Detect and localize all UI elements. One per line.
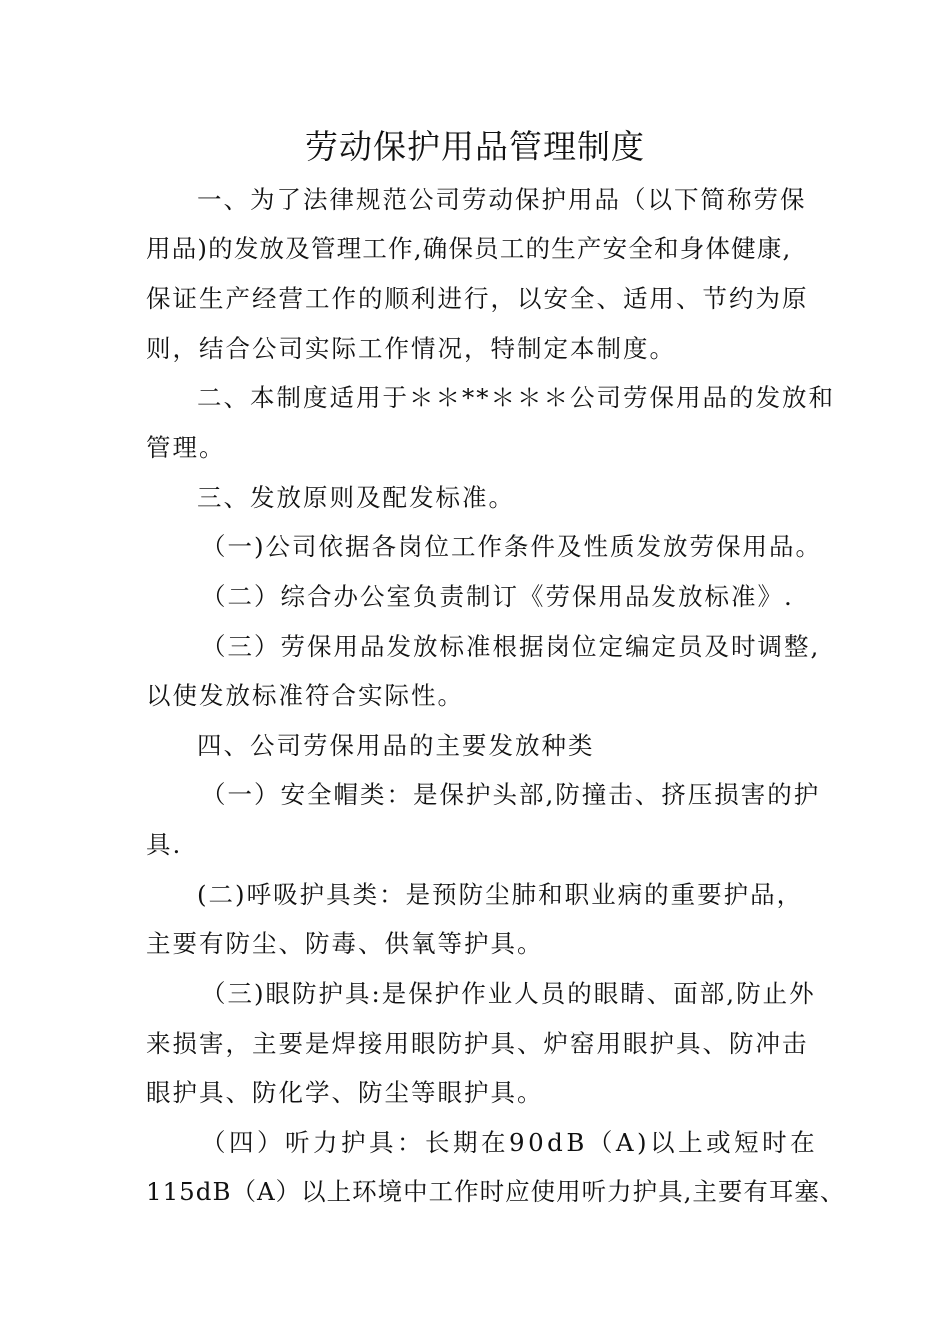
paragraph-1-line-4: 则，结合公司实际工作情况，特制定本制度。 [146,334,676,363]
paragraph-1-line-1: 一、为了法律规范公司劳动保护用品（以下简称劳保 [197,185,807,214]
paragraph-2-line-2: 管理。 [146,433,226,462]
paragraph-3-item-3-line-2: 以使发放标准符合实际性。 [146,681,464,710]
paragraph-4-item-2-line-1: (二)呼吸护具类：是预防尘肺和职业病的重要护品， [197,880,804,909]
paragraph-4-item-3-line-3: 眼护具、防化学、防尘等眼护具。 [146,1078,544,1107]
paragraph-3-heading: 三、发放原则及配发标准。 [197,483,515,512]
paragraph-3-item-1: （一)公司依据各岗位工作条件及性质发放劳保用品。 [201,532,823,561]
paragraph-4-item-3-line-2: 来损害，主要是焊接用眼防护具、炉窑用眼护具、防冲击 [146,1029,809,1058]
paragraph-4-heading: 四、公司劳保用品的主要发放种类 [197,731,595,760]
paragraph-1-line-2: 用品)的发放及管理工作,确保员工的生产安全和身体健康, [146,234,792,263]
paragraph-4-item-4-line-1: （四）听力护具：长期在90dB（A)以上或短时在 [201,1128,819,1157]
paragraph-3-item-3-line-1: （三）劳保用品发放标准根据岗位定编定员及时调整, [201,632,821,661]
document-title: 劳动保护用品管理制度 [305,127,645,166]
paragraph-4-item-1-line-1: （一）安全帽类：是保护头部,防撞击、挤压损害的护 [201,780,821,809]
paragraph-1-line-3: 保证生产经营工作的顺利进行，以安全、适用、节约为原 [146,284,809,313]
paragraph-4-item-4-line-2: 115dB（A）以上环境中工作时应使用听力护具,主要有耳塞、 [146,1177,846,1206]
paragraph-3-item-2: （二）综合办公室负责制订《劳保用品发放标准》. [201,582,794,611]
paragraph-4-item-2-line-2: 主要有防尘、防毒、供氧等护具。 [146,929,544,958]
paragraph-4-item-3-line-1: （三)眼防护具:是保护作业人员的眼睛、面部,防止外 [201,979,816,1008]
paragraph-4-item-1-line-2: 具. [146,830,183,859]
paragraph-2-line-1: 二、本制度适用于＊＊**＊＊＊公司劳保用品的发放和 [197,383,835,412]
